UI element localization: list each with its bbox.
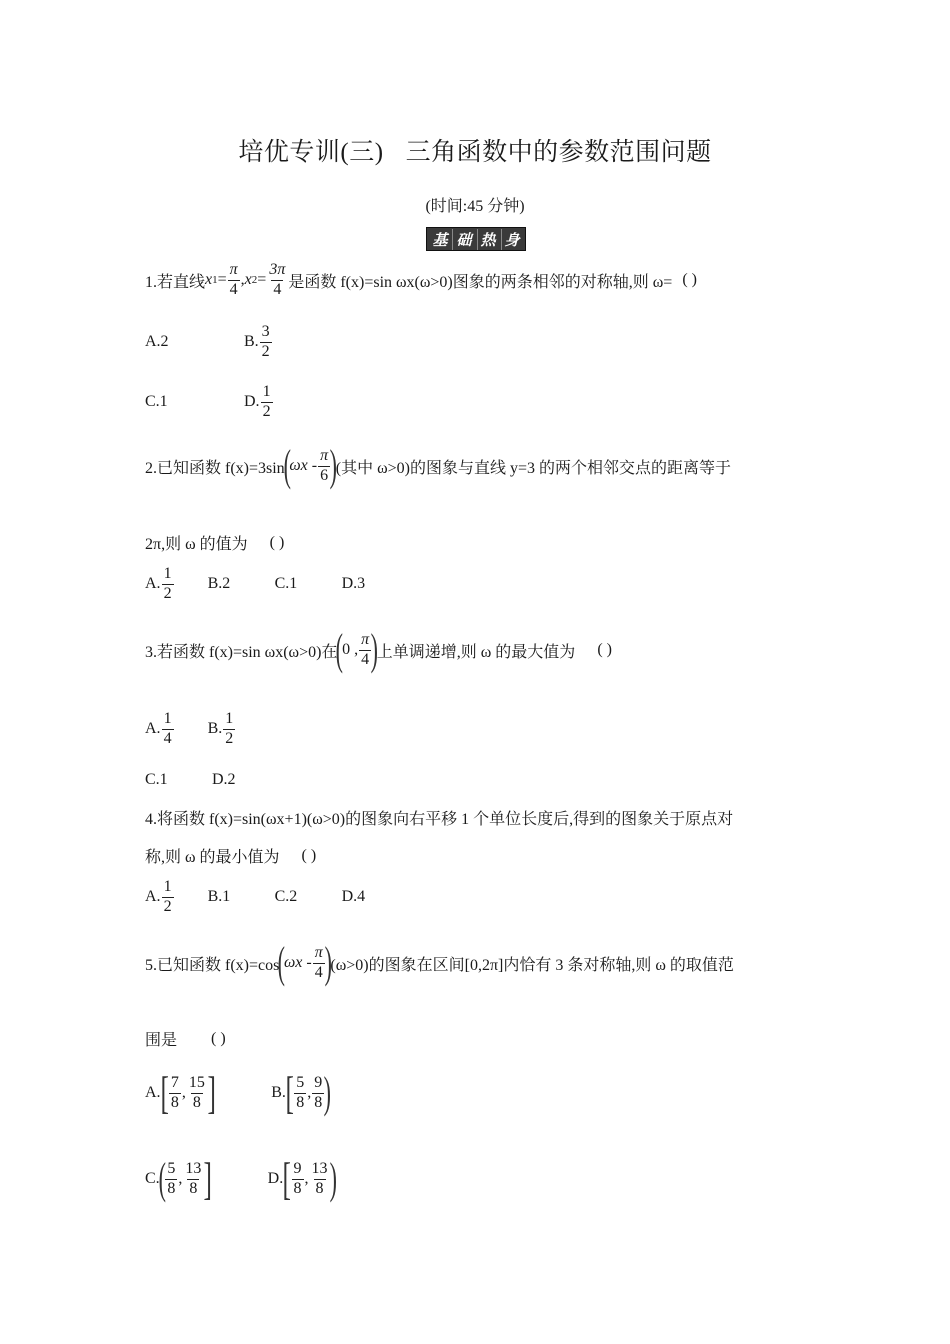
option-a: A.	[145, 1084, 161, 1101]
denominator: 2	[225, 729, 234, 747]
question-2	[145, 441, 731, 490]
q5-inner: ωx -	[284, 954, 312, 971]
denominator: 8	[189, 1179, 198, 1197]
q4-options	[145, 879, 365, 916]
q5-text-line2: 围是	[145, 1032, 178, 1049]
denominator: 2	[261, 342, 270, 360]
numerator: π	[361, 630, 370, 648]
q5-line2	[145, 1027, 226, 1050]
denominator: 2	[163, 584, 172, 602]
section-badge	[426, 227, 526, 251]
subscript: 2	[251, 274, 258, 287]
right-paren: )	[329, 1154, 337, 1203]
q4-text-line2: 称,则 ω 的最小值为	[145, 849, 280, 866]
fraction	[318, 448, 330, 485]
time-limit: (时间:45 分钟)	[425, 198, 525, 215]
numerator: 9	[314, 1073, 323, 1091]
option-b: B.	[271, 1084, 286, 1101]
q3-options-cd	[145, 771, 236, 789]
q1-options-cd	[145, 384, 274, 421]
q1-number: 1.若直线	[145, 273, 206, 291]
option-c: C.1	[145, 393, 168, 411]
left-paren: (	[278, 938, 286, 987]
badge-char: 基	[432, 232, 448, 249]
q3-text-post: 上单调递增,则 ω 的最大值为	[376, 643, 576, 661]
q4-text-line1: 4.将函数 f(x)=sin(ωx+1)(ω>0)的图象向右平移 1 个单位长度后,得到的图象关于原点对	[145, 811, 734, 828]
numerator: 1	[163, 878, 172, 895]
numerator: 1	[163, 710, 172, 727]
left-paren: (	[336, 625, 344, 674]
denominator: 6	[320, 466, 329, 484]
q5-options-cd: C. ( $\frac{5}{8}$ , $\frac{13}{8}$ ] D. [ $\frac{9}{8}$ , $\frac{13}{8}$ )	[145, 1153, 337, 1204]
option-c: C.1	[145, 771, 168, 788]
denominator: 2	[163, 897, 172, 915]
left-paren: (	[283, 441, 291, 490]
numerator: 9	[293, 1159, 302, 1177]
fraction	[292, 1161, 304, 1198]
fraction	[162, 566, 174, 603]
equals: =	[257, 271, 267, 289]
subscript: 1	[212, 274, 218, 287]
question-3	[145, 625, 612, 674]
answer-blank: ( )	[597, 641, 612, 658]
numerator: 7	[170, 1073, 179, 1091]
denominator: 8	[170, 1093, 179, 1111]
left-paren: (	[158, 1154, 166, 1203]
numerator: 3π	[269, 261, 286, 278]
q3-options-ab	[145, 711, 236, 748]
numerator: 13	[311, 1159, 328, 1177]
denominator: 4	[314, 963, 323, 981]
q1-text: 是函数 f(x)=sin ωx(ω>0)图象的两条相邻的对称轴,则 ω=	[288, 273, 673, 291]
comma: ,	[240, 271, 245, 289]
fraction	[261, 384, 273, 421]
fraction	[165, 1161, 177, 1198]
option-a: A.	[145, 888, 161, 906]
q2-line2	[145, 531, 284, 554]
option-a: A.	[145, 575, 161, 593]
left-bracket: [	[282, 1153, 292, 1204]
fraction	[294, 1075, 306, 1112]
denominator: 8	[167, 1179, 176, 1197]
left-bracket: [	[285, 1067, 294, 1118]
numerator: 15	[188, 1073, 205, 1091]
fraction	[169, 1075, 181, 1112]
q2-inner: ωx -	[289, 457, 318, 474]
option-d: D.	[244, 393, 260, 411]
option-b: B.	[207, 720, 223, 738]
option-b: B.2	[207, 575, 231, 593]
denominator: 4	[273, 280, 282, 298]
title-left: 培优专训(三)	[238, 139, 384, 166]
answer-blank: ( )	[211, 1029, 226, 1047]
fraction	[183, 1161, 203, 1198]
q4-line2	[145, 844, 316, 867]
numerator: 13	[185, 1159, 202, 1177]
answer-blank: ( )	[269, 533, 285, 551]
denominator: 4	[229, 280, 238, 298]
badge-char: 身	[501, 229, 523, 250]
equals: =	[217, 271, 227, 289]
q2-options	[145, 566, 365, 603]
denominator: 8	[314, 1093, 323, 1111]
denominator: 8	[192, 1093, 201, 1111]
q1-options-ab	[145, 324, 273, 361]
right-paren: )	[324, 938, 332, 987]
right-paren: )	[370, 625, 379, 674]
option-d: D.3	[341, 575, 366, 593]
question-4	[145, 806, 733, 829]
q1-x2: x	[244, 271, 252, 289]
q2-text-pre: 2.已知函数 f(x)=3sin	[145, 459, 285, 477]
q3-text-pre: 3.若函数 f(x)=sin ωx(ω>0)在	[145, 643, 338, 661]
answer-blank: ( )	[301, 846, 317, 864]
denominator: 8	[293, 1179, 302, 1197]
right-paren: )	[323, 1068, 332, 1117]
numerator: π	[320, 446, 329, 464]
numerator: 5	[296, 1073, 305, 1091]
right-paren: )	[329, 441, 338, 490]
fraction	[223, 711, 235, 748]
numerator: 1	[163, 565, 172, 582]
option-d: D.2	[212, 771, 236, 788]
option-c: C.2	[274, 888, 298, 906]
q2-text-post: (其中 ω>0)的图象与直线 y=3 的两个相邻交点的距离等于	[335, 459, 731, 477]
answer-blank: ( )	[682, 271, 697, 289]
q5-options-ab: A. [ $\frac{7}{8}$ , $\frac{15}{8}$ ] B. [ $\frac{5}{8}$ , $\frac{9}{8}$ )	[145, 1067, 332, 1118]
numerator: 5	[167, 1159, 176, 1177]
denominator: 4	[361, 650, 370, 668]
fraction	[267, 262, 287, 299]
fraction	[310, 1161, 330, 1198]
option-a: A.2	[145, 333, 169, 351]
left-bracket: [	[160, 1067, 169, 1118]
option-c: C.	[145, 1170, 160, 1187]
q5-text-post: (ω>0)的图象在区间[0,2π]内恰有 3 条对称轴,则 ω 的取值范	[330, 956, 734, 974]
option-d: D.4	[341, 888, 366, 906]
right-bracket: ]	[203, 1153, 213, 1204]
q3-inner: 0 ,	[342, 641, 359, 658]
option-d: D.	[267, 1170, 284, 1187]
fraction	[162, 879, 174, 916]
q2-text-line2: 2π,则 ω 的值为	[145, 536, 248, 553]
numerator: 1	[262, 383, 271, 400]
badge-char: 热	[477, 229, 499, 250]
denominator: 8	[315, 1179, 324, 1197]
q1-x1: x	[205, 271, 213, 289]
denominator: 8	[296, 1093, 305, 1111]
fraction	[359, 632, 371, 669]
badge-char: 础	[452, 229, 474, 250]
question-5	[145, 938, 734, 987]
fraction	[228, 262, 240, 299]
numerator: 1	[225, 710, 234, 727]
numerator: 3	[261, 323, 270, 340]
denominator: 2	[262, 402, 271, 420]
option-b: B.	[244, 333, 259, 351]
page-title	[0, 132, 950, 168]
fraction	[313, 945, 325, 982]
fraction	[162, 711, 174, 748]
option-c: C.1	[274, 575, 298, 593]
right-bracket: ]	[207, 1067, 216, 1118]
fraction	[312, 1075, 324, 1112]
numerator: π	[229, 261, 238, 278]
fraction	[260, 324, 272, 361]
q5-text-pre: 5.已知函数 f(x)=cos	[145, 956, 280, 974]
title-right: 三角函数中的参数范围问题	[405, 139, 712, 166]
option-b: B.1	[207, 888, 231, 906]
fraction	[187, 1075, 207, 1112]
option-a: A.	[145, 720, 161, 738]
question-1	[145, 262, 697, 299]
numerator: π	[314, 943, 323, 961]
denominator: 4	[163, 729, 172, 747]
